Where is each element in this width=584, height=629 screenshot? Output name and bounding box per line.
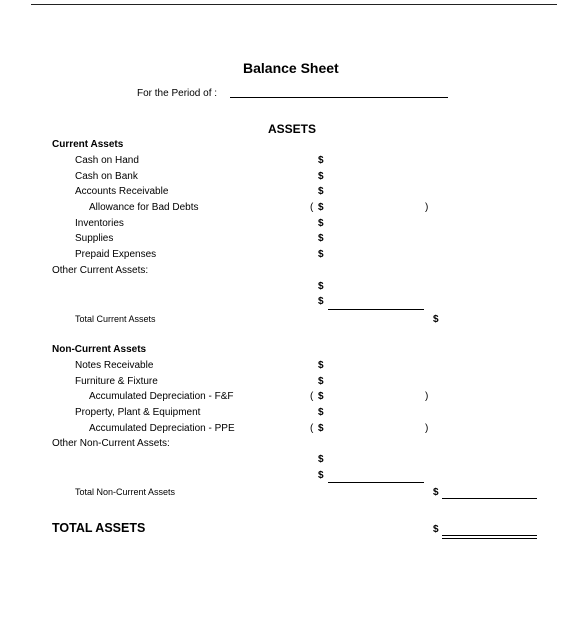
period-blank[interactable] [230,97,448,98]
page-title: Balance Sheet [243,60,339,76]
furniture-fixture-label: Furniture & Fixture [75,376,158,387]
total-noncurrent-line [442,498,537,499]
assets-heading: ASSETS [268,122,317,136]
dollar-sign: $ [318,281,324,292]
accounts-receivable-label: Accounts Receivable [75,186,169,197]
total-assets-line-1 [442,535,537,536]
inventories-label: Inventories [75,218,124,229]
dollar-sign: $ [318,202,324,213]
noncurrent-assets-heading: Non-Current Assets [52,344,147,355]
other-noncurrent-assets-label: Other Non-Current Assets: [52,438,170,449]
noncurrent-subtotal-line [328,482,424,483]
notes-receivable-label: Notes Receivable [75,360,154,371]
total-current-assets-label: Total Current Assets [75,314,156,324]
dollar-sign: $ [433,524,439,535]
cash-on-bank-label: Cash on Bank [75,171,138,182]
prepaid-expenses-label: Prepaid Expenses [75,249,157,260]
close-paren: ) [425,202,429,213]
open-paren: ( [310,391,314,402]
other-current-assets-label: Other Current Assets: [52,265,149,276]
total-assets-label: TOTAL ASSETS [52,521,146,535]
cash-on-hand-label: Cash on Hand [75,155,139,166]
dollar-sign: $ [433,487,439,498]
dollar-sign: $ [318,249,324,260]
dollar-sign: $ [318,186,324,197]
allowance-bad-debts-label: Allowance for Bad Debts [89,202,199,213]
accum-dep-ppe-label: Accumulated Depreciation - PPE [89,423,235,434]
dollar-sign: $ [318,218,324,229]
ppe-label: Property, Plant & Equipment [75,407,201,418]
open-paren: ( [310,423,314,434]
close-paren: ) [425,391,429,402]
dollar-sign: $ [433,314,439,325]
total-noncurrent-assets-label: Total Non-Current Assets [75,487,176,497]
dollar-sign: $ [318,407,324,418]
dollar-sign: $ [318,296,324,307]
supplies-label: Supplies [75,233,114,244]
current-assets-heading: Current Assets [52,139,124,150]
top-rule [31,4,557,5]
current-subtotal-line [328,309,424,310]
accum-dep-ff-label: Accumulated Depreciation - F&F [89,391,234,402]
dollar-sign: $ [318,470,324,481]
dollar-sign: $ [318,454,324,465]
dollar-sign: $ [318,171,324,182]
dollar-sign: $ [318,233,324,244]
total-assets-line-2 [442,538,537,539]
dollar-sign: $ [318,155,324,166]
dollar-sign: $ [318,391,324,402]
dollar-sign: $ [318,376,324,387]
open-paren: ( [310,202,314,213]
close-paren: ) [425,423,429,434]
period-label: For the Period of : [137,88,218,99]
dollar-sign: $ [318,423,324,434]
dollar-sign: $ [318,360,324,371]
